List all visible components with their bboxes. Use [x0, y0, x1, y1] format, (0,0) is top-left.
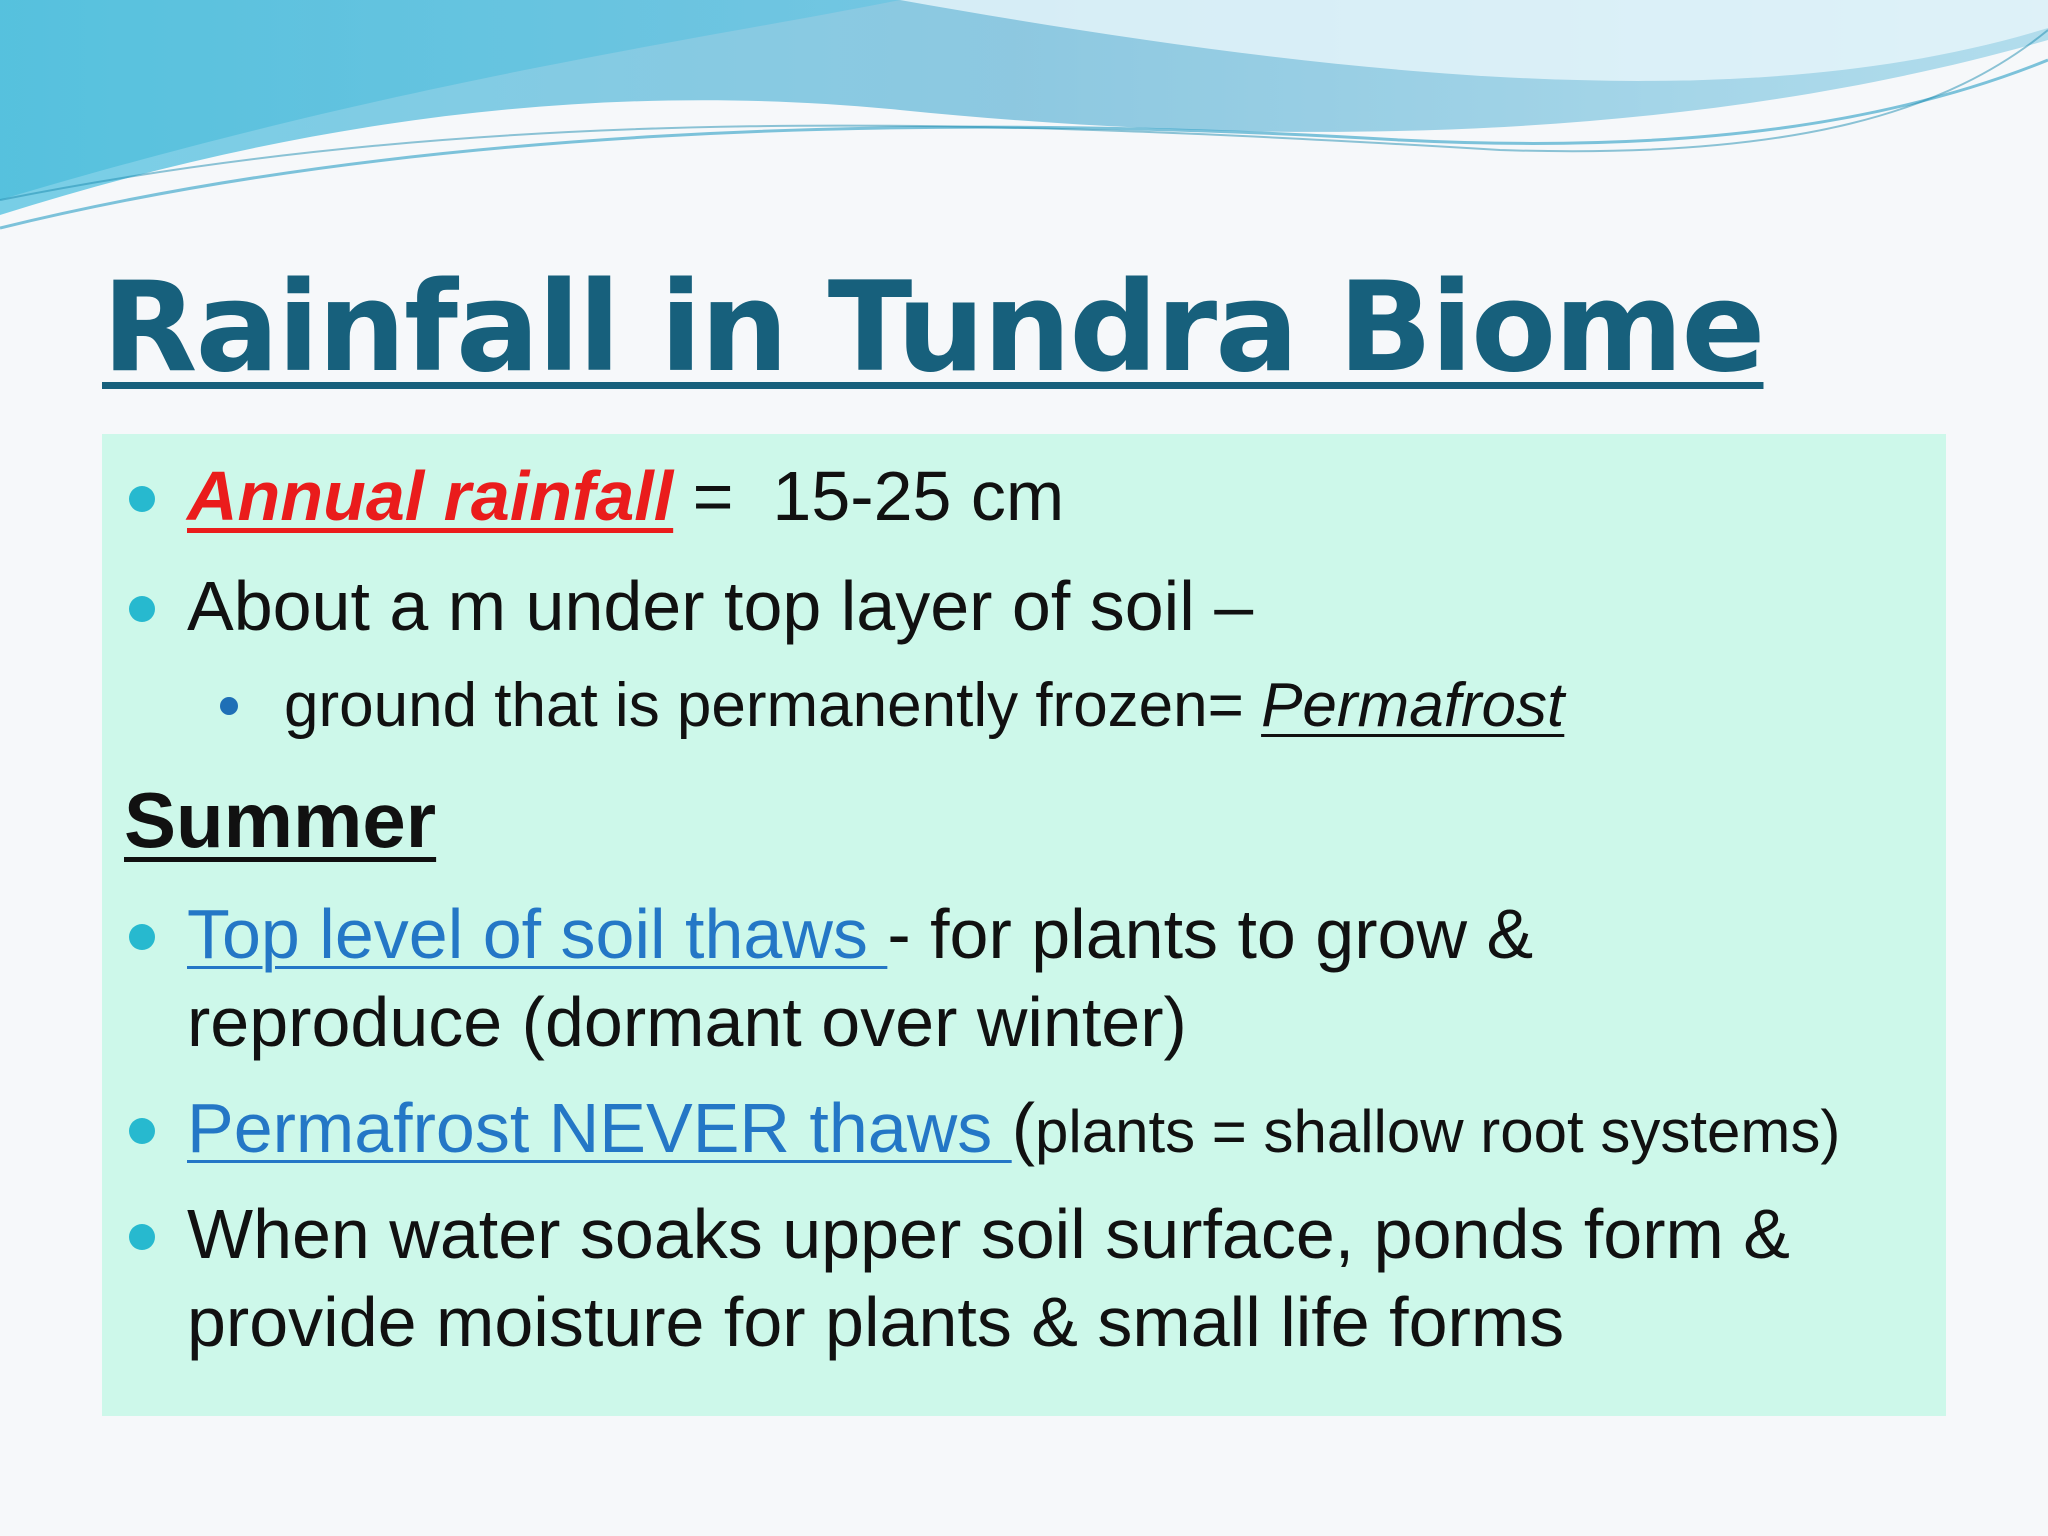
bullet-top-level-thaws — [129, 890, 1533, 1066]
top-level-thaws-link[interactable]: Top level of soil thaws — [187, 895, 888, 973]
open-paren: ( — [1011, 1089, 1035, 1167]
section-heading-summer: Summer — [124, 776, 437, 864]
permafrost-never-thaws-link[interactable]: Permafrost NEVER thaws — [187, 1089, 1012, 1167]
water-soaks-line1: When water soaks upper soil surface, ponds form & — [187, 1195, 1790, 1273]
bullet-water-soaks — [129, 1190, 1790, 1366]
sub-bullet-permafrost — [220, 662, 1564, 750]
bullet-annual-rainfall — [129, 452, 1064, 540]
top-level-thaws-line2: reproduce (dormant over winter) — [187, 983, 1187, 1061]
top-level-thaws-rest: - for plants to grow & — [887, 895, 1534, 973]
slide-title: Rainfall in Tundra Biome — [102, 256, 1764, 400]
sub-bullet-text: ground that is permanently frozen= — [284, 671, 1262, 740]
shallow-roots-text: plants = shallow root systems) — [1035, 1098, 1841, 1165]
water-soaks-line2: provide moisture for plants & small life forms — [187, 1283, 1565, 1361]
annual-rainfall-emphasis: Annual rainfall — [187, 457, 674, 535]
annual-rainfall-value: = 15-25 cm — [673, 457, 1065, 535]
bullet-about-a-m — [129, 562, 1253, 650]
permafrost-emphasis: Permafrost — [1261, 671, 1565, 740]
bullet-permafrost-never-thaws — [129, 1084, 1840, 1176]
about-a-m-text: About a m under top layer of soil – — [187, 567, 1254, 645]
decorative-wave-header — [0, 0, 2048, 260]
